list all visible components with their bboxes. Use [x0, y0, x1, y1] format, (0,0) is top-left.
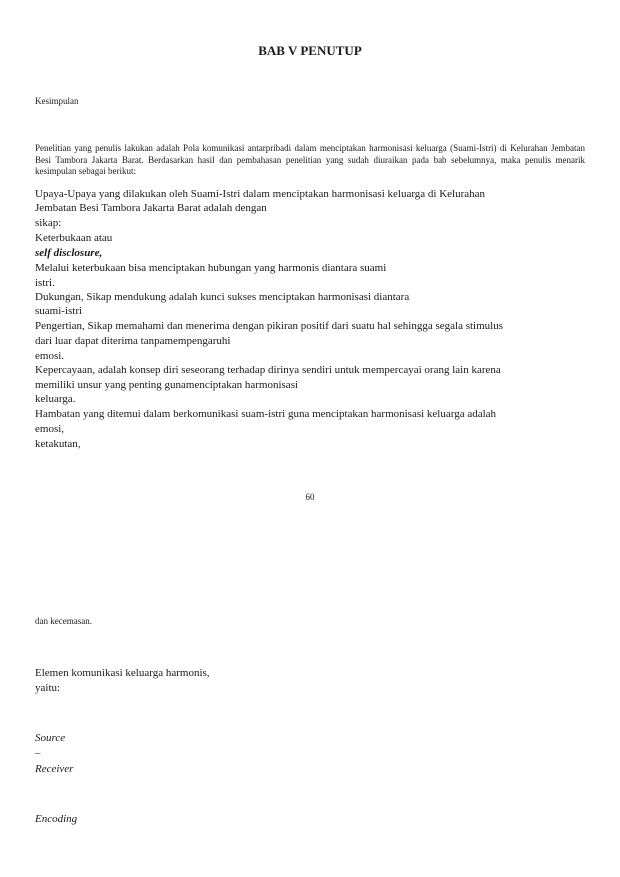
body-line: memiliki unsur yang penting gunamenciptakan harmonisasi	[35, 379, 299, 391]
element-source: Source	[35, 732, 66, 744]
body-line: dari luar dapat diterima tanpamempengaruhi	[35, 335, 231, 347]
body-line: istri.	[35, 277, 55, 289]
body-line: emosi,	[35, 423, 65, 435]
page-title: BAB V PENUTUP	[258, 43, 362, 58]
body-line: Pengertian, Sikap memahami dan menerima dengan pikiran positif dari suatu hal sehingga segala stimulus	[35, 320, 503, 332]
intro-paragraph: Penelitian yang penulis lakukan adalah Pola komunikasi antarpribadi dalam menciptakan harmonisasi keluarga (Suami-Istri) di Kelurahan Jembatan Besi Tambora Jakarta Barat. Berdasarkan hasil dan pembahasan penelitian yang sudah diuraikan pada bab sebelumnya, maka penulis menarik kesimpulan sebagai berikut:	[35, 143, 585, 176]
body-line: Jembatan Besi Tambora Jakarta Barat adalah dengan	[35, 202, 267, 214]
body-line: suami-istri	[35, 305, 83, 317]
body-line: Keterbukaan atau	[35, 232, 113, 244]
element-receiver: Receiver	[35, 763, 74, 775]
body-line: Melalui keterbukaan bisa menciptakan hubungan yang harmonis diantara suami	[35, 262, 387, 274]
body-line-emphasis: self disclosure,	[35, 247, 103, 259]
body-line: keluarga.	[35, 393, 76, 405]
elements-heading-cont: yaitu:	[35, 682, 61, 694]
body-line: ketakutan,	[35, 438, 81, 450]
body-line: Kepercayaan, adalah konsep diri seseorang terhadap dirinya sendiri untuk mempercayai orang lain karena	[35, 364, 501, 376]
body-line: sikap:	[35, 217, 62, 229]
section-heading: Kesimpulan	[35, 96, 79, 106]
body-line: Dukungan, Sikap mendukung adalah kunci sukses menciptakan harmonisasi diantara	[35, 291, 410, 303]
continuation-text: dan kecemasan.	[35, 616, 92, 626]
elements-heading: Elemen komunikasi keluarga harmonis,	[35, 667, 210, 679]
page-number: 60	[305, 492, 315, 502]
body-line: Hambatan yang ditemui dalam berkomunikasi suam-istri guna menciptakan harmonisasi keluarga adalah	[35, 408, 497, 420]
body-line: emosi.	[35, 350, 65, 362]
element-dash: –	[35, 747, 41, 759]
body-line: Upaya-Upaya yang dilakukan oleh Suami-Istri dalam menciptakan harmonisasi keluarga di Kelurahan	[35, 188, 486, 200]
element-encoding: Encoding	[35, 813, 78, 825]
